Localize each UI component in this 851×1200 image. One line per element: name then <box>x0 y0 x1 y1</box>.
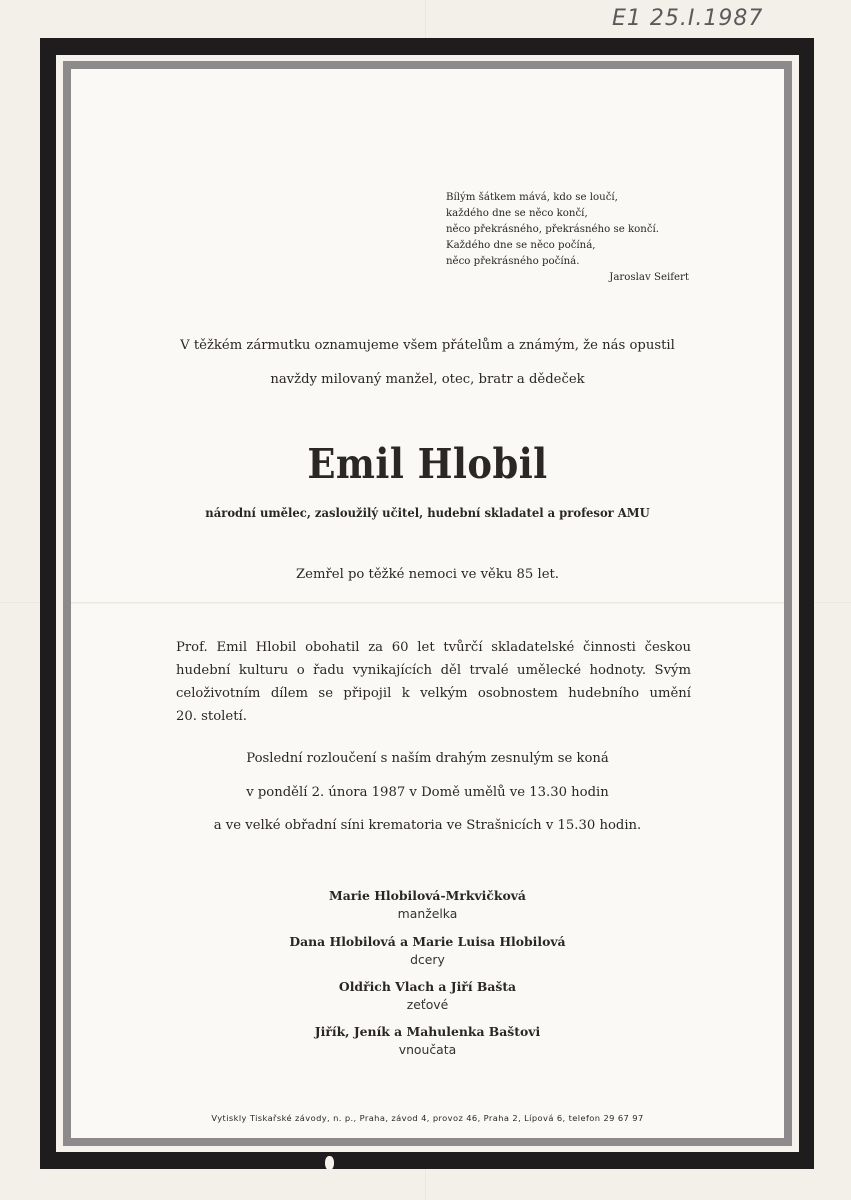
mourner-role: zeťové <box>406 997 449 1012</box>
tribute-paragraph <box>176 636 691 728</box>
mourner-name: Dana Hlobilová a Marie Luisa Hlobilová <box>289 934 566 949</box>
poem-line: každého dne se něco končí, <box>446 208 588 219</box>
poem-author: Jaroslav Seifert <box>609 272 689 283</box>
death-note: Zemřel po těžké nemoci ve věku 85 let. <box>295 567 559 582</box>
farewell-line-3: a ve velké obřadní síni krematoria ve Strašnicích v 15.30 hodin. <box>213 818 642 833</box>
farewell-line-2: v pondělí 2. února 1987 v Domě umělů ve 13.30 hodin <box>246 785 609 800</box>
tribute-line: celoživotním dílem se připojil k velkým osobnostem hudebního umění <box>176 686 691 701</box>
poem-line: Bílým šátkem mává, kdo se loučí, <box>446 192 618 203</box>
printer-imprint: Vytiskly Tiskařské závody, n. p., Praha, závod 4, provoz 46, Praha 2, Lípová 6, telefon 29 67 97 <box>211 1113 644 1123</box>
intro-line-2: navždy milovaný manžel, otec, bratr a dědeček <box>270 372 585 387</box>
tribute-line: hudební kulturu o řadu vynikajících děl trvalé umělecké hodnoty. Svým <box>176 663 691 678</box>
mourner-name: Jiřík, Jeník a Mahulenka Baštovi <box>314 1024 541 1039</box>
deceased-titles: národní umělec, zasloužilý učitel, hudební skladatel a profesor AMU <box>205 506 650 520</box>
poem-line: něco překrásného počíná. <box>446 256 580 267</box>
poem-line: něco překrásného, překrásného se končí. <box>446 224 660 235</box>
paper-hole <box>325 1156 334 1170</box>
tribute-line: 20. století. <box>176 709 247 724</box>
mourner-role: manželka <box>397 906 458 921</box>
deceased-name: Emil Hlobil <box>307 440 548 488</box>
mourner-name: Oldřich Vlach a Jiří Bašta <box>338 979 517 994</box>
tribute-line: Prof. Emil Hlobil obohatil za 60 let tvůrčí skladatelské činnosti českou <box>176 640 691 655</box>
intro-line-1: V těžkém zármutku oznamujeme všem přátelům a známým, že nás opustil <box>180 338 675 353</box>
poem-line: Každého dne se něco počíná, <box>446 240 596 251</box>
farewell-line-1: Poslední rozloučení s naším drahým zesnulým se koná <box>246 751 609 766</box>
mourner-name: Marie Hlobilová-Mrkvičková <box>329 888 526 903</box>
paper-fold-inner <box>71 602 784 604</box>
mourner-role: vnoučata <box>398 1042 457 1057</box>
poem-quote <box>446 190 706 286</box>
mourner-role: dcery <box>410 952 445 967</box>
handwritten-annotation: E1 25.I.1987 <box>612 6 764 31</box>
